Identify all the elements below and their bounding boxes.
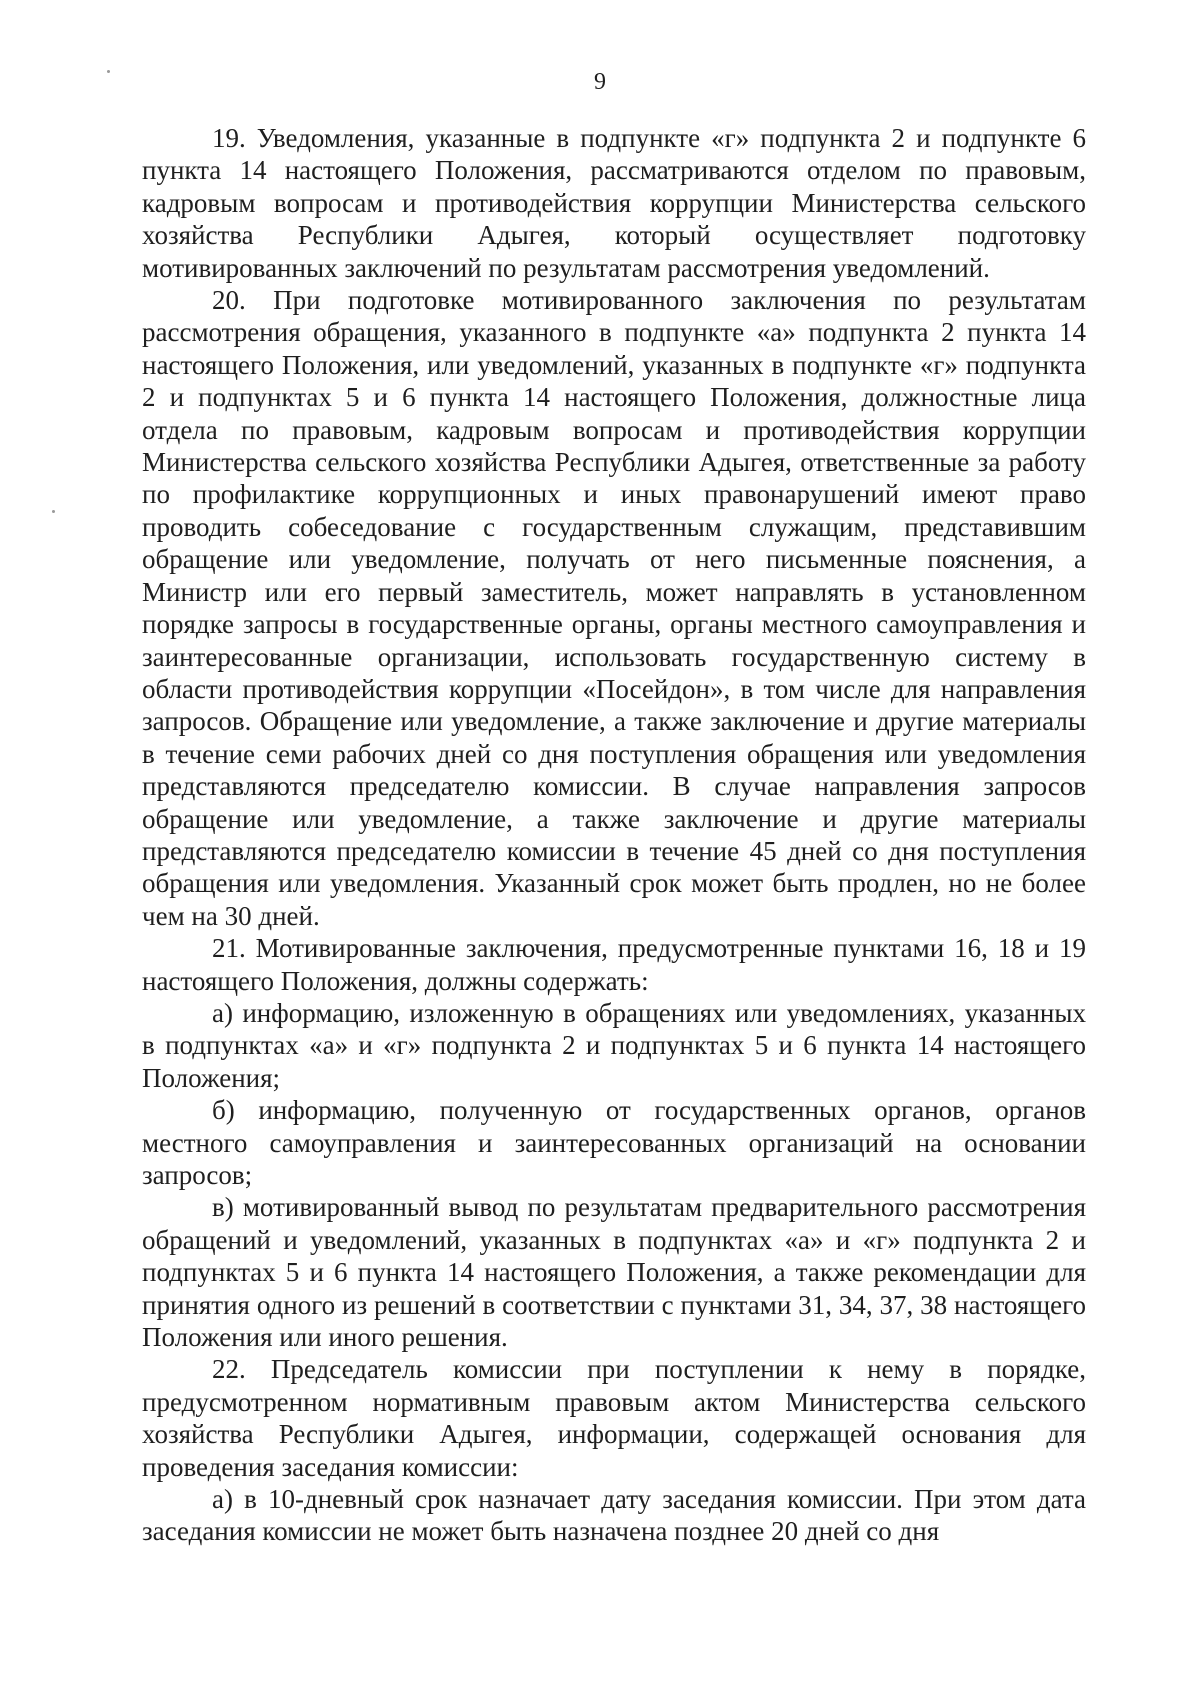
paragraph-22: 22. Председатель комиссии при поступлении к нему в порядке, предусмотренном нормативным правовым актом Министерства сельского хозяйства Республики Адыгея, информации, содержащей основания для проведения заседания комиссии: — [142, 1354, 1086, 1482]
paragraph-20: 20. При подготовке мотивированного заключения по результатам рассмотрения обращения, указанного в подпункте «а» подпункта 2 пункта 14 настоящего Положения, или уведомлений, указанных в подпункте «г» подпункта 2 и подпунктах 5 и 6 пункта 14 настоящего Положения, должностные лица отдела по правовым, кадровым вопросам и противодействия коррупции Министерства сельского хозяйства Республики Адыгея, ответственные за работу по профилактике коррупционных и иных правонарушений имеют право проводить собеседование с государственным служащим, представившим обращение или уведомление, получать от него письменные пояснения, а Министр или его первый заместитель, может направлять в установленном порядке запросы в государственные органы, органы местного самоуправления и заинтересованные организации, использовать государственную систему в области противодействия коррупции «Посейдон», в том числе для направления запросов. Обращение или уведомление, а также заключение и другие материалы в течение семи рабочих дней со дня поступления обращения или уведомления представляются председателю комиссии. В случае направления запросов обращение или уведомление, а также заключение и другие материалы представляются председателю комиссии в течение 45 дней со дня поступления обращения или уведомления. Указанный срок может быть продлен, но не более чем на 30 дней. — [142, 285, 1086, 931]
scan-speck — [52, 510, 55, 513]
paragraph-22-a: а) в 10-дневный срок назначает дату заседания комиссии. При этом дата заседания комиссии не может быть назначена позднее 20 дней со дня — [142, 1484, 1086, 1547]
paragraph-21-v: в) мотивированный вывод по результатам предварительного рассмотрения обращений и уведомлений, указанных в подпунктах «а» и «г» подпункта 2 и подпунктах 5 и 6 пункта 14 настоящего Положения, а также рекомендации для принятия одного из решений в соответствии с пунктами 31, 34, 37, 38 настоящего Положения или иного решения. — [142, 1192, 1086, 1353]
document-body — [142, 122, 1086, 1548]
paragraph-19: 19. Уведомления, указанные в подпункте «г» подпункта 2 и подпункте 6 пункта 14 настоящего Положения, рассматриваются отделом по правовым, кадровым вопросам и противодействия коррупции Министерства сельского хозяйства Республики Адыгея, который осуществляет подготовку мотивированных заключений по результатам рассмотрения уведомлений. — [142, 123, 1086, 283]
paragraph-21-b: б) информацию, полученную от государственных органов, органов местного самоуправления и заинтересованных организаций на основании запросов; — [142, 1095, 1086, 1190]
page-number: 9 — [594, 69, 606, 95]
paragraph-21: 21. Мотивированные заключения, предусмотренные пунктами 16, 18 и 19 настоящего Положения, должны содержать: — [142, 933, 1086, 996]
paragraph-21-a: а) информацию, изложенную в обращениях или уведомлениях, указанных в подпунктах «а» и «г» подпункта 2 и подпунктах 5 и 6 пункта 14 настоящего Положения; — [142, 997, 1086, 1093]
